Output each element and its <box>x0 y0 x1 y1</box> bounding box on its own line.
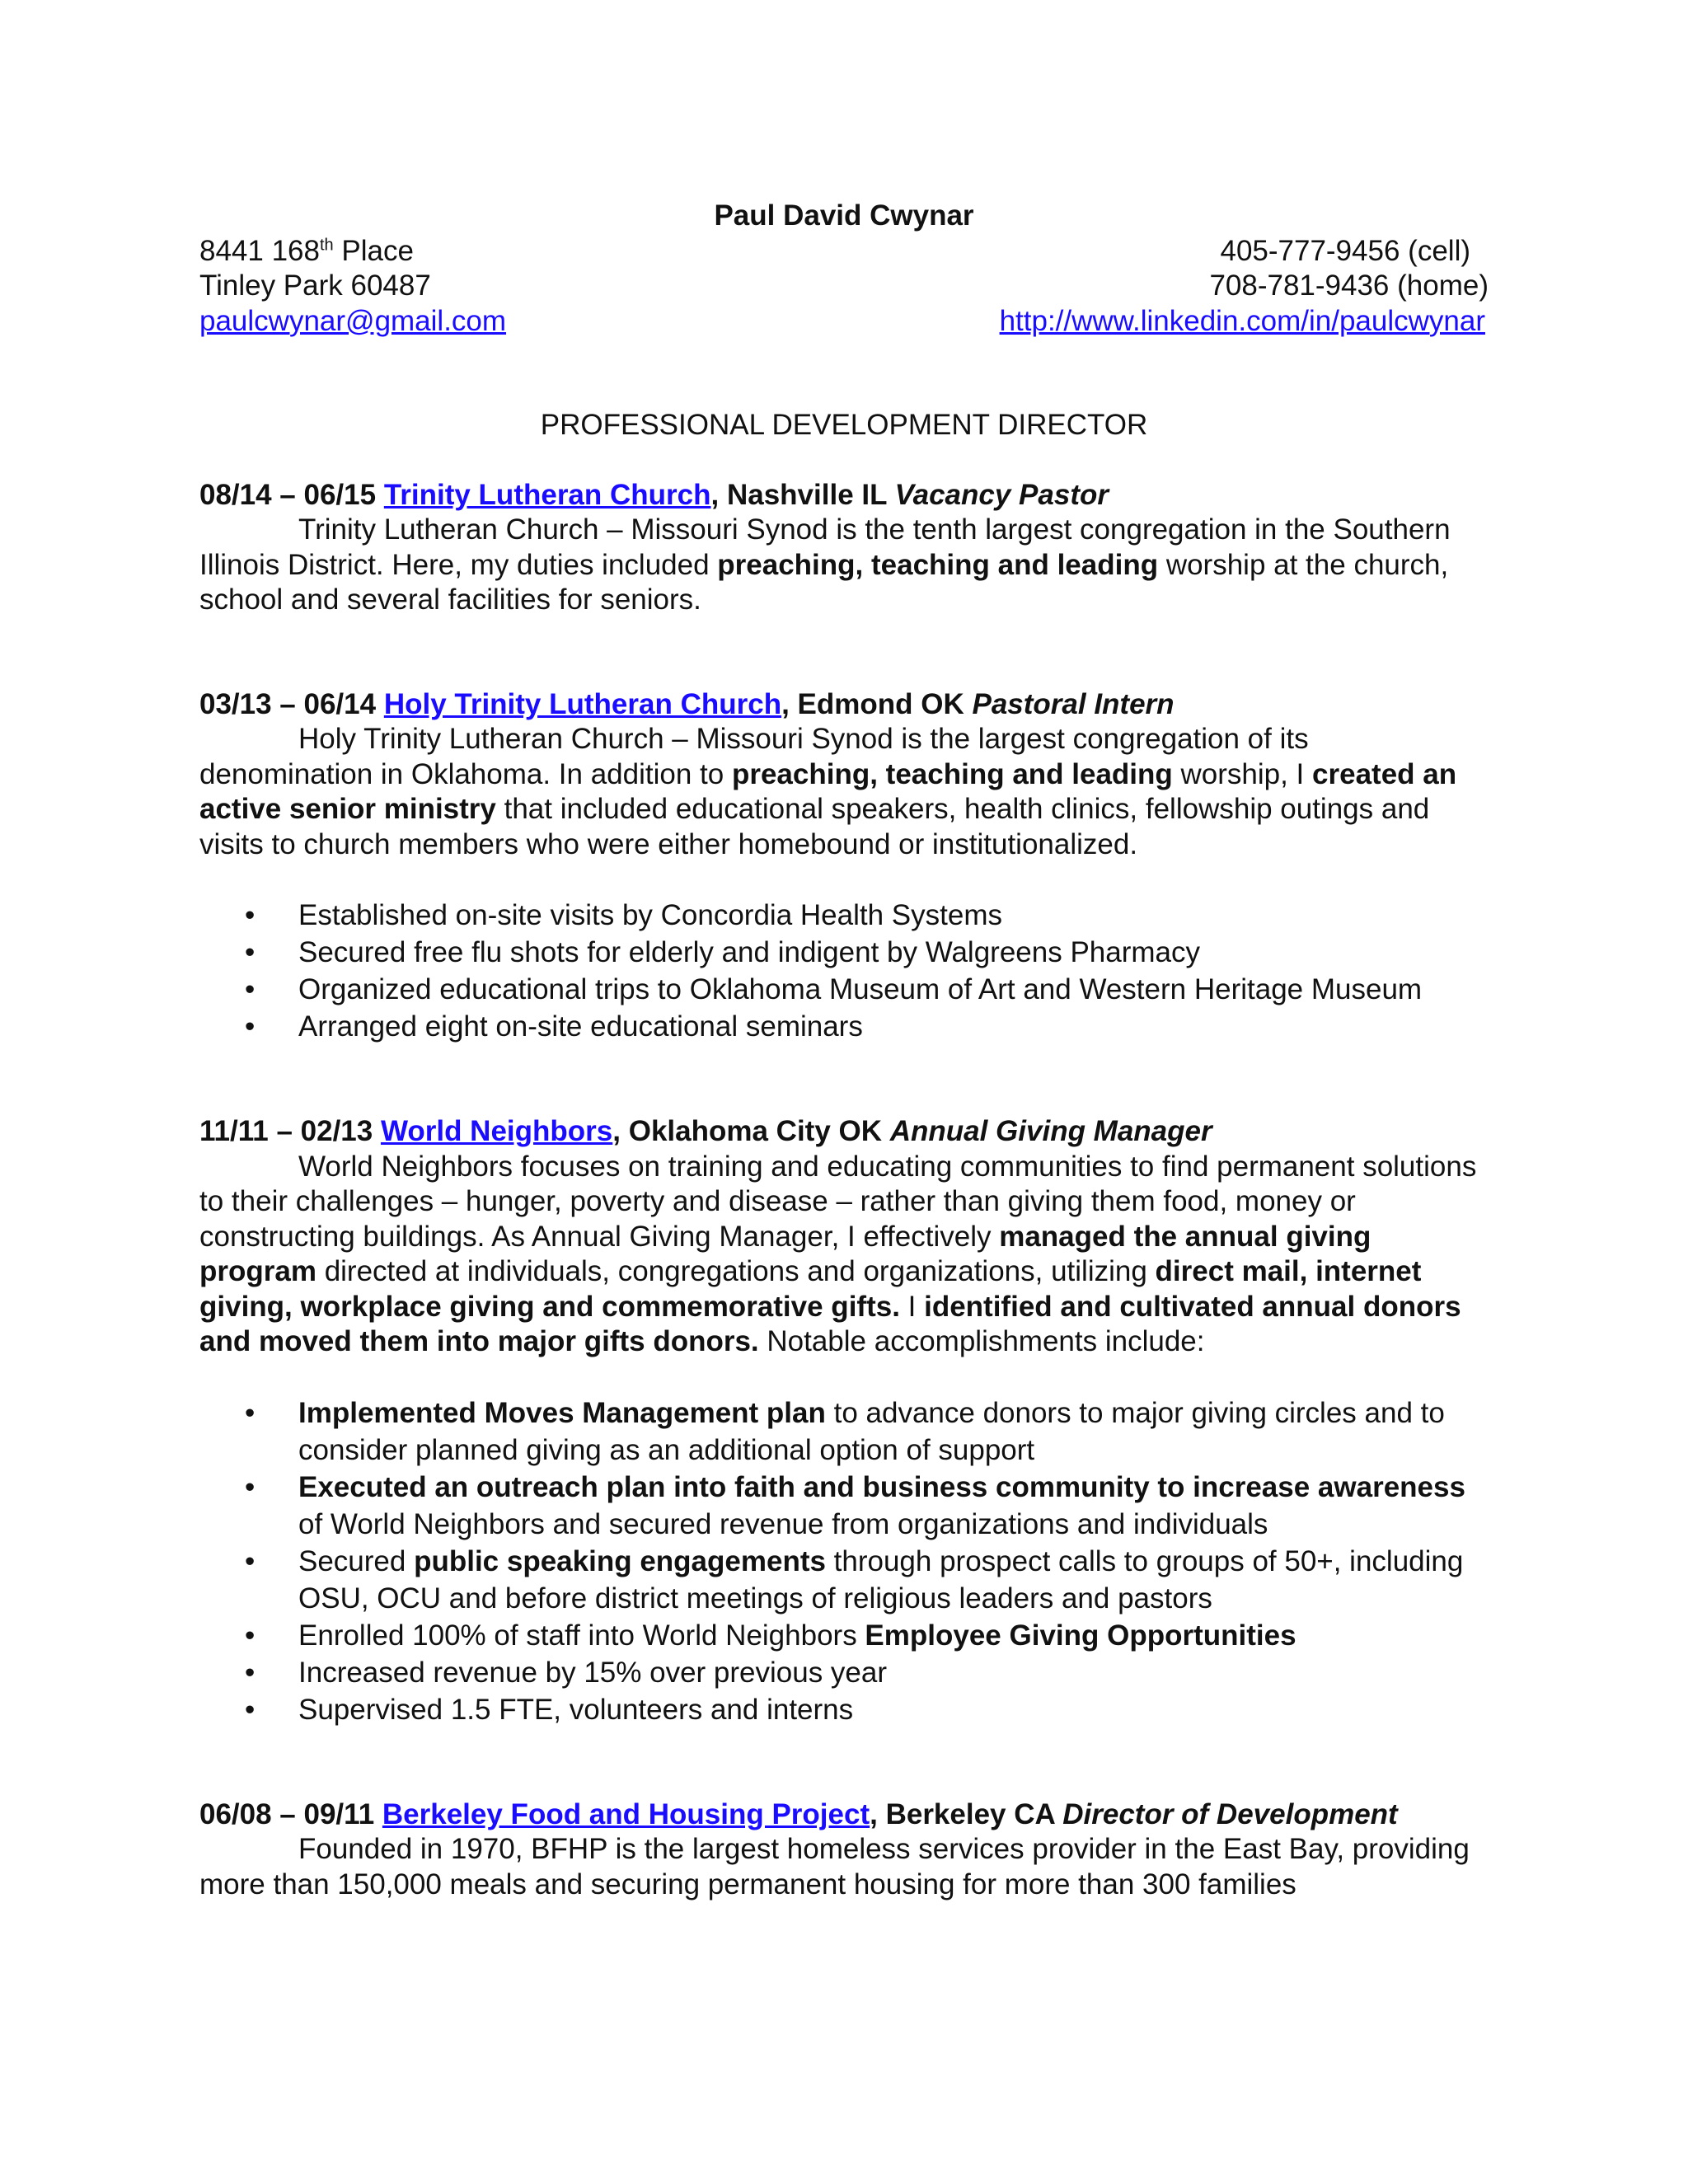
accomplishment-text: Employee Giving Opportunities <box>865 1619 1296 1652</box>
accomplishment-text: of World Neighbors and secured revenue from organizations and individuals <box>298 1507 1268 1540</box>
description-text: preaching, teaching and leading <box>731 757 1173 790</box>
contact-row-1 <box>199 234 1489 269</box>
description-text: Trinity Lutheran Church – Missouri Synod is the tenth largest congregation in the Southern Illinois District. Here, my duties included <box>199 513 1451 581</box>
accomplishment-item <box>199 934 1489 971</box>
description-text: that included educational speakers, health clinics, fellowship outings and visits to church members who were either homebound or institutionalized. <box>199 793 1430 860</box>
accomplishment-text: Organized educational trips to Oklahoma Museum of Art and Western Heritage Museum <box>298 973 1423 1005</box>
description-text: directed at individuals, congregations and organizations, utilizing <box>316 1255 1156 1287</box>
job-entry <box>199 478 1489 618</box>
description-text: Founded in 1970, BFHP is the largest homeless services provider in the East Bay, providing more than 150,000 meals and securing permanent housing for more than 300 families <box>199 1833 1470 1900</box>
job-heading <box>199 1797 1489 1833</box>
address-line-1: 8441 168th Place <box>199 234 414 267</box>
job-entry <box>199 687 1489 1046</box>
accomplishment-text: Established on-site visits by Concordia Health Systems <box>298 899 1002 931</box>
description-text: created an active senior ministry <box>199 757 1457 825</box>
description-text: direct mail, internet giving, workplace giving and commemorative gifts. <box>199 1255 1422 1323</box>
description-text: I <box>899 1290 925 1323</box>
accomplishment-item <box>199 1008 1489 1045</box>
job-dates: 11/11 – 02/13 <box>199 1115 381 1147</box>
accomplishment-item <box>199 1394 1489 1469</box>
job-heading <box>199 478 1489 513</box>
accomplishment-text: Implemented Moves Management plan <box>298 1396 826 1429</box>
accomplishment-text: to advance donors to major giving circles and to consider planned giving as an additional option of support <box>298 1396 1445 1466</box>
accomplishment-list <box>199 1394 1489 1728</box>
email-link[interactable]: paulcwynar@gmail.com <box>199 304 507 337</box>
candidate-name: Paul David Cwynar <box>714 199 974 232</box>
job-organization-link[interactable]: Holy Trinity Lutheran Church <box>383 687 782 720</box>
job-description <box>199 1832 1489 1902</box>
contact-row-2 <box>199 269 1489 304</box>
accomplishment-item <box>199 971 1489 1008</box>
description-text: managed the annual giving program <box>199 1220 1372 1287</box>
description-text: Holy Trinity Lutheran Church – Missouri Synod is the largest congregation of its denomination in Oklahoma. In addition to <box>199 723 1309 790</box>
job-description <box>199 513 1489 618</box>
job-location: , Edmond OK <box>781 687 973 720</box>
accomplishment-item <box>199 1469 1489 1543</box>
experience-section <box>199 478 1489 1903</box>
description-text: World Neighbors focuses on training and educating communities to find permanent solutions to their challenges – hunger, poverty and disease – rather than giving them food, money or constructing buildings. As Annual Giving Manager, I effectively <box>199 1150 1477 1253</box>
contact-row-3 <box>199 304 1489 340</box>
accomplishment-text: through prospect calls to groups of 50+, including OSU, OCU and before district meetings of religious leaders and pastors <box>298 1544 1464 1615</box>
address-line-2: Tinley Park 60487 <box>199 269 431 302</box>
accomplishment-text: Arranged eight on-site educational seminars <box>298 1010 863 1043</box>
job-dates: 03/13 – 06/14 <box>199 687 384 720</box>
description-text: preaching, teaching and leading <box>717 548 1159 581</box>
job-location: , Berkeley CA <box>870 1797 1063 1830</box>
description-text: Notable accomplishments include: <box>758 1325 1205 1357</box>
accomplishment-item <box>199 897 1489 934</box>
phone-home: 708-781-9436 (home) <box>1209 269 1489 302</box>
linkedin-link[interactable]: http://www.linkedin.com/in/paulcwynar <box>999 304 1485 337</box>
accomplishment-item <box>199 1654 1489 1691</box>
description-text: worship, I <box>1172 757 1313 790</box>
job-organization-link[interactable]: Trinity Lutheran Church <box>383 478 711 511</box>
description-text: identified and cultivated annual donors and moved them into major gifts donors. <box>199 1290 1461 1357</box>
job-organization-link[interactable]: World Neighbors <box>380 1115 613 1147</box>
job-dates: 08/14 – 06/15 <box>199 478 384 511</box>
accomplishment-text: Increased revenue by 15% over previous year <box>298 1656 888 1689</box>
job-entry <box>199 1797 1489 1903</box>
accomplishment-text: Secured free flu shots for elderly and indigent by Walgreens Pharmacy <box>298 936 1200 968</box>
job-role: Pastoral Intern <box>972 687 1175 720</box>
description-text: worship at the church, school and several facilities for seniors. <box>199 548 1449 616</box>
resume-title: PROFESSIONAL DEVELOPMENT DIRECTOR <box>540 409 1148 441</box>
accomplishment-text: Secured <box>298 1544 415 1577</box>
job-dates: 06/08 – 09/11 <box>199 1797 382 1830</box>
job-heading <box>199 687 1489 723</box>
phone-cell: 405-777-9456 (cell) <box>1220 234 1470 267</box>
resume-page <box>199 199 1489 1902</box>
accomplishment-text: public speaking engagements <box>414 1544 826 1577</box>
accomplishment-text: Enrolled 100% of staff into World Neighbors <box>298 1619 865 1652</box>
job-role: Annual Giving Manager <box>889 1115 1212 1147</box>
job-location: , Oklahoma City OK <box>612 1115 890 1147</box>
accomplishment-list <box>199 897 1489 1045</box>
accomplishment-item <box>199 1691 1489 1728</box>
job-heading <box>199 1114 1489 1150</box>
accomplishment-item <box>199 1543 1489 1617</box>
job-role: Director of Development <box>1062 1797 1398 1830</box>
accomplishment-item <box>199 1617 1489 1654</box>
job-organization-link[interactable]: Berkeley Food and Housing Project <box>382 1797 870 1830</box>
job-location: , Nashville IL <box>710 478 895 511</box>
accomplishment-text: Executed an outreach plan into faith and business community to increase awareness <box>298 1470 1465 1503</box>
job-description <box>199 1150 1489 1360</box>
job-role: Vacancy Pastor <box>894 478 1109 511</box>
job-entry <box>199 1114 1489 1728</box>
job-description <box>199 722 1489 862</box>
accomplishment-text: Supervised 1.5 FTE, volunteers and interns <box>298 1693 854 1726</box>
